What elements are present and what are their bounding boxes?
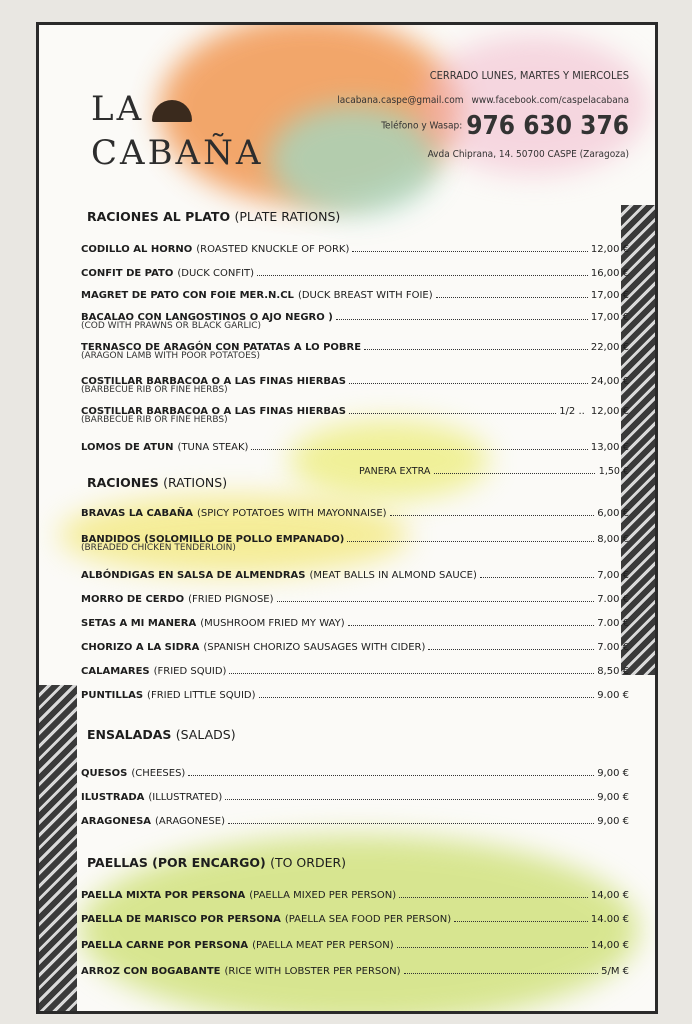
item-english: (ILLUSTRATED)	[148, 792, 223, 803]
item-price: 22,00 €	[590, 342, 629, 353]
item-price: 7,00 €	[597, 570, 629, 581]
item-name: PUNTILLAS	[81, 690, 144, 701]
menu-item	[81, 663, 629, 677]
section-title-salads: ENSALADAS (SALADS)	[87, 727, 236, 742]
menu-item	[81, 505, 629, 519]
email[interactable]: lacabana.caspe@gmail.com	[337, 95, 464, 106]
item-name: BANDIDOS (SOLOMILLO DE POLLO EMPANADO)	[81, 534, 345, 545]
item-english: (RICE WITH LOBSTER PER PERSON)	[224, 966, 401, 977]
leader-dots	[390, 515, 595, 516]
item-price: 9,00 €	[597, 792, 629, 803]
item-price: 7.00 €	[597, 618, 629, 629]
facebook-link[interactable]: www.facebook.com/caspelacabana	[471, 95, 629, 106]
item-name: PAELLA MIXTA POR PERSONA	[81, 890, 246, 901]
leader-dots	[336, 319, 588, 320]
leader-dots	[364, 349, 588, 350]
item-price: 24,00 €	[590, 376, 629, 387]
phone-number[interactable]: 976 630 376	[466, 111, 629, 141]
left-stripe-bar	[39, 685, 77, 1014]
item-price: 5/M €	[601, 966, 629, 977]
panera-price: 1,50 €	[598, 466, 629, 477]
panera-label: PANERA EXTRA	[359, 466, 431, 477]
leader-dots	[480, 577, 594, 578]
item-name: MAGRET DE PATO CON FOIE MER.N.CL	[81, 290, 294, 301]
item-english: (FRIED SQUID)	[153, 666, 227, 677]
item-price: 14,00 €	[590, 940, 629, 951]
menu-item	[81, 887, 629, 901]
menu-item	[81, 265, 629, 279]
item-english: (TUNA STEAK)	[177, 442, 249, 453]
item-subtitle: (BARBECUE RIB OR FINE HERBS)	[81, 415, 228, 425]
leader-dots	[229, 673, 594, 674]
leader-dots	[348, 625, 595, 626]
item-english: (DUCK BREAST WITH FOIE)	[297, 290, 433, 301]
menu-item	[81, 567, 629, 581]
hut-icon	[152, 100, 192, 122]
item-price: 17,00 €	[590, 312, 629, 323]
leader-dots	[251, 449, 587, 450]
item-price: 14.00 €	[590, 914, 629, 925]
item-name: LOMOS DE ATUN	[81, 442, 174, 453]
item-english: (PAELLA MEAT PER PERSON)	[252, 940, 394, 951]
item-subtitle: (BARBECUE RIB OR FINE HERBS)	[81, 385, 228, 395]
menu-item	[81, 765, 629, 779]
menu-item	[81, 287, 629, 301]
section-title-paellas: PAELLAS (POR ENCARGO) (TO ORDER)	[87, 855, 347, 870]
menu-item	[81, 591, 629, 605]
closed-days: CERRADO LUNES, MARTES Y MIERCOLES	[429, 69, 629, 82]
item-price: 17,00 €	[590, 290, 629, 301]
item-price: 7.00 €	[597, 594, 629, 605]
item-name: SETAS A MI MANERA	[81, 618, 197, 629]
item-name: COSTILLAR BARBACOA O A LAS FINAS HIERBAS	[81, 406, 346, 417]
menu-item	[81, 789, 629, 803]
leader-dots	[347, 541, 594, 542]
item-english: (ARAGONESE)	[155, 816, 225, 827]
item-name: COSTILLAR BARBACOA O A LAS FINAS HIERBAS	[81, 376, 346, 387]
item-quantity: 1/2 ..	[559, 406, 585, 417]
item-price: 9,00 €	[597, 768, 629, 779]
menu-page	[36, 22, 658, 1014]
contacts	[329, 95, 629, 106]
item-english: (DUCK CONFIT)	[177, 268, 255, 279]
leader-dots	[277, 601, 595, 602]
leader-dots	[404, 973, 599, 974]
leader-dots	[399, 897, 588, 898]
item-english: (MUSHROOM FRIED MY WAY)	[200, 618, 345, 629]
item-name: PAELLA CARNE POR PERSONA	[81, 940, 249, 951]
logo-word-cabana: CABAÑA	[91, 133, 264, 173]
menu-item	[81, 687, 629, 701]
item-price: 12,00 €	[590, 244, 629, 255]
menu-item	[81, 937, 629, 951]
item-name: ILUSTRADA	[81, 792, 145, 803]
leader-dots	[257, 275, 588, 276]
leader-dots	[225, 799, 594, 800]
panera-extra-row	[359, 463, 629, 477]
section-title-plate-rations: RACIONES AL PLATO (PLATE RATIONS)	[87, 209, 341, 224]
item-english: (PAELLA MIXED PER PERSON)	[249, 890, 397, 901]
yellow-splash-top	[289, 420, 489, 500]
leader-dots	[349, 383, 588, 384]
item-name: CHORIZO A LA SIDRA	[81, 642, 200, 653]
menu-item	[81, 615, 629, 629]
menu-item	[81, 911, 629, 925]
menu-item	[81, 963, 629, 977]
item-price: 12,00 €	[590, 406, 629, 417]
item-name: ARROZ CON BOGABANTE	[81, 966, 221, 977]
leader-dots	[259, 697, 595, 698]
item-price: 13,00 €	[590, 442, 629, 453]
item-subtitle: (BREADED CHICKEN TENDERLOIN)	[81, 543, 236, 553]
item-price: 14,00 €	[590, 890, 629, 901]
phone-row	[381, 111, 629, 141]
item-name: BACALAO CON LANGOSTINOS O AJO NEGRO )	[81, 312, 333, 323]
logo	[91, 87, 263, 175]
item-price: 7.00 €	[597, 642, 629, 653]
item-price: 9.00 €	[597, 690, 629, 701]
item-name: CODILLO AL HORNO	[81, 244, 193, 255]
item-name: CALAMARES	[81, 666, 150, 677]
item-name: ALBÓNDIGAS EN SALSA DE ALMENDRAS	[81, 570, 306, 581]
menu-item	[81, 813, 629, 827]
item-price: 16,00 €	[590, 268, 629, 279]
leader-dots	[428, 649, 594, 650]
item-english: (MEAT BALLS IN ALMOND SAUCE)	[309, 570, 477, 581]
logo-word-la: LA	[91, 89, 145, 129]
item-english: (PAELLA SEA FOOD PER PERSON)	[284, 914, 452, 925]
phone-label: Teléfono y Wasap:	[381, 120, 463, 132]
item-name: BRAVAS LA CABAÑA	[81, 508, 194, 519]
item-english: (SPANISH CHORIZO SAUSAGES WITH CIDER)	[203, 642, 426, 653]
menu-item	[81, 439, 629, 453]
leader-dots	[454, 921, 588, 922]
leader-dots	[352, 251, 587, 252]
item-subtitle: (ARAGON LAMB WITH POOR POTATOES)	[81, 351, 261, 361]
item-name: MORRO DE CERDO	[81, 594, 185, 605]
item-english: (SPICY POTATOES WITH MAYONNAISE)	[197, 508, 387, 519]
leader-dots	[188, 775, 594, 776]
item-english: (FRIED LITTLE SQUID)	[147, 690, 256, 701]
item-name: QUESOS	[81, 768, 128, 779]
item-subtitle: (COD WITH PRAWNS OR BLACK GARLIC)	[81, 321, 262, 331]
menu-item	[81, 241, 629, 255]
item-price: 8,00 €	[597, 534, 629, 545]
menu-item	[81, 639, 629, 653]
item-price: 9,00 €	[597, 816, 629, 827]
leader-dots	[349, 413, 556, 414]
section-title-rations: RACIONES (RATIONS)	[87, 475, 228, 490]
leader-dots	[436, 297, 588, 298]
leader-dots	[228, 823, 594, 824]
item-price: 6,00 €	[597, 508, 629, 519]
item-english: (CHEESES)	[131, 768, 186, 779]
item-name: TERNASCO DE ARAGÓN CON PATATAS A LO POBRE	[81, 342, 362, 353]
item-english: (ROASTED KNUCKLE OF PORK)	[196, 244, 350, 255]
item-name: CONFIT DE PATO	[81, 268, 174, 279]
item-name: PAELLA DE MARISCO POR PERSONA	[81, 914, 281, 925]
item-name: ARAGONESA	[81, 816, 152, 827]
leader-dots	[397, 947, 588, 948]
item-price: 8,50 €	[597, 666, 629, 677]
item-english: (FRIED PIGNOSE)	[188, 594, 274, 605]
address: Avda Chiprana, 14. 50700 CASPE (Zaragoza)	[427, 149, 629, 160]
